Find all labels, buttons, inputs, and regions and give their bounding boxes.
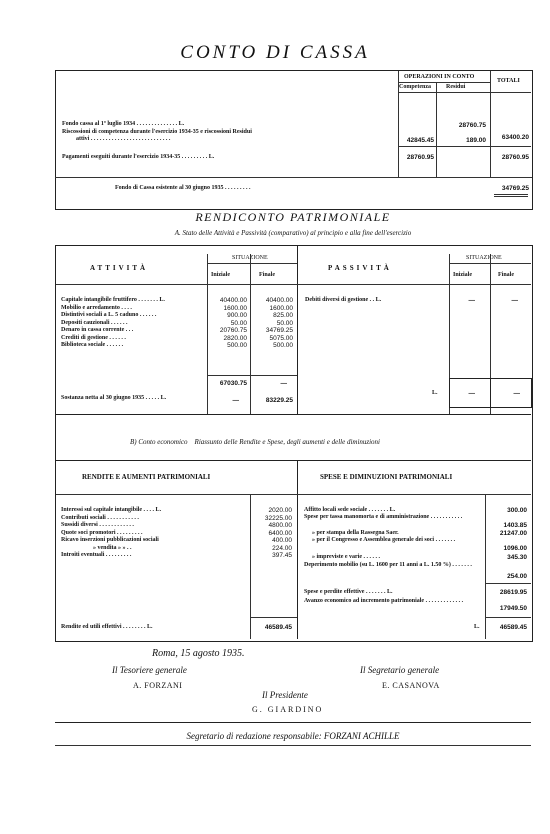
cash-row-fondo-iniziale: Fondo cassa al 1º luglio 1934 . . . . . . . . . . . . . . L.	[62, 121, 185, 127]
finale-header-passivita: Finale	[498, 272, 514, 278]
segretario-name: E. CASANOVA	[382, 681, 440, 690]
presidente-name: G. GIARDINO	[252, 705, 324, 714]
rendite-total: 46589.45	[264, 624, 292, 631]
list-item: Interessi sul capitale intangibile . . . . L.	[61, 507, 162, 513]
cell-value: 50.00	[276, 319, 293, 327]
list-item: Biblioteca sociale . . . . . .	[61, 342, 124, 348]
cell-value: 21247.00	[499, 530, 527, 537]
spese-total: 46589.45	[499, 624, 527, 631]
attivita-total-iniziale: 67030.75	[219, 380, 247, 387]
rendite-total-label: Rendite ed utili effettivi . . . . . . . . L.	[61, 624, 153, 630]
finale-header: Finale	[259, 272, 275, 278]
spese-row: Deperimento mobilio (su L. 1600 per 11 anni a L. 1.50 %) . . . . . . .	[304, 562, 472, 568]
cell-value: 40400.00	[265, 297, 293, 304]
tesoriere-name: A. FORZANI	[133, 681, 183, 690]
totali-header: TOTALI	[497, 78, 520, 84]
passivita-row: Debiti diversi di gestione . . L.	[305, 297, 382, 303]
cell-value: 20760.75	[219, 327, 247, 334]
cell-value: 2820.00	[223, 334, 247, 342]
iniziale-header-passivita: Iniziale	[453, 272, 472, 278]
economico-description: Riassunto delle Rendite e Spese, degli aumenti e delle diminuzioni	[194, 438, 381, 446]
cell-value: 400.00	[272, 537, 292, 544]
cell-value: 500.00	[273, 342, 293, 349]
cell-value: 300.00	[507, 507, 527, 514]
cell-value: 1600.00	[269, 304, 293, 312]
list-item: Quote soci promotori . . . . . . . . .	[61, 529, 143, 536]
cash-value: 42845.45	[406, 137, 434, 144]
attivita-list	[61, 297, 205, 350]
attivita-iniziale-col	[209, 297, 247, 350]
cash-row-fondo-finale: Fondo di Cassa esistente al 30 giugno 1935 . . . . . . . . .	[115, 185, 251, 191]
situazione-header-passivita: SITUAZIONE	[466, 255, 502, 261]
list-item: Crediti di gestione . . . . . .	[61, 334, 126, 341]
cell-value: 34769.25	[265, 327, 293, 334]
cell-value: 900.00	[227, 312, 247, 319]
cell-value: 825.00	[273, 312, 293, 319]
spese-row: Spese per tassa manomorta e di amministrazione . . . . . . . . . . .	[304, 514, 463, 520]
cash-row-pagamenti: Pagamenti eseguiti durante l'esercizio 1934-35 . . . . . . . . . L.	[62, 154, 215, 160]
list-item: Distintivi sociali a L. 5 caduno . . . . . .	[61, 312, 157, 318]
cash-value: 28760.95	[406, 154, 434, 161]
cell-value: 1600.00	[223, 304, 247, 312]
rendite-list	[61, 507, 247, 560]
cell-value: 1403.85	[503, 522, 527, 529]
cell-value: 4800.00	[268, 522, 292, 529]
cash-row-riscossioni: Riscossioni di competenza durante l'esercizio 1934-35 e riscossioni Residui	[62, 129, 252, 135]
rendite-header: RENDITE E AUMENTI PATRIMONIALI	[82, 473, 211, 481]
avanzo-label: Avanzo economico ad incremento patrimoniale . . . . . . . . . . . . .	[304, 598, 464, 604]
spese-total-l: L.	[474, 624, 480, 630]
list-item: Denaro in cassa corrente . . .	[61, 327, 134, 333]
cell-value: 254.00	[507, 573, 527, 580]
competenza-header: Competenza	[399, 84, 431, 90]
cell-value: 345.30	[507, 554, 527, 561]
passivita-iniziale: —	[468, 297, 475, 304]
cell-value: 2020.00	[268, 507, 292, 514]
list-item: Ricavo inserzioni pubblicazioni sociali	[61, 537, 159, 543]
cash-value: 63400.20	[501, 134, 529, 141]
rendiconto-title: RENDICONTO PATRIMONIALE	[195, 210, 391, 224]
rendiconto-subtitle: A. Stato delle Attività e Passività (comparativo) al principio e alla fine dell'esercizio	[174, 229, 412, 237]
footer-text: Segretario di redazione responsabile: FORZANI ACHILLE	[186, 731, 400, 741]
cash-value: 28760.75	[458, 122, 486, 129]
spese-row: » impreviste e varie . . . . . .	[312, 554, 381, 560]
rendite-values	[252, 507, 292, 560]
cash-value: 34769.25	[501, 185, 529, 192]
segretario-title: Il Segretario generale	[360, 665, 440, 675]
situazione-header: SITUAZIONE	[232, 255, 268, 261]
cell-value: 6400.00	[268, 529, 292, 537]
cell-value: 40400.00	[219, 297, 247, 304]
list-item: Introiti eventuali . . . . . . . . .	[61, 552, 132, 558]
avanzo-value: 17949.50	[499, 605, 527, 612]
list-item: Depositi cauzionali . . . . . .	[61, 319, 128, 326]
economico-subtitle	[130, 439, 380, 447]
list-item: Mobilio e arredamento . . . .	[61, 304, 132, 311]
residui-header: Residui	[446, 84, 466, 90]
sostanza-finale: 83229.25	[265, 397, 293, 404]
attivita-finale-col	[253, 297, 293, 350]
passivita-header: PASSIVITÀ	[328, 264, 392, 272]
list-item: Sussidi diversi . . . . . . . . . . . .	[61, 522, 134, 528]
cash-row-riscossioni-2: attivi . . . . . . . . . . . . . . . . . . . . . . . . . . .	[76, 136, 171, 142]
ops-header: OPERAZIONI IN CONTO	[404, 74, 475, 80]
cell-value: 224.00	[272, 544, 292, 552]
tesoriere-title: Il Tesoriere generale	[112, 665, 187, 675]
spese-row: » per il Congresso e Assemblea generale dei soci . . . . . . .	[312, 537, 456, 543]
cell-value: 1096.00	[503, 545, 527, 552]
spese-header: SPESE E DIMINUZIONI PATRIMONIALI	[320, 473, 453, 481]
passivita-total-finale: —	[513, 390, 520, 397]
sostanza-iniziale: —	[232, 397, 239, 404]
cell-value: 397.45	[272, 552, 292, 559]
cash-value: 28760.95	[501, 154, 529, 161]
passivita-total-l: L.	[432, 390, 438, 396]
cell-value: 50.00	[230, 319, 247, 327]
spese-effettive-label: Spese e perdite effettive . . . . . . . L.	[304, 589, 393, 595]
cell-value: 5075.00	[269, 334, 293, 342]
passivita-total-iniziale: —	[468, 390, 475, 397]
place-date: Roma, 15 agosto 1935.	[152, 648, 245, 659]
spese-row: » per stampa della Rassegna Saer.	[312, 530, 399, 536]
attivita-total-finale: —	[280, 380, 287, 387]
attivita-header: ATTIVITÀ	[90, 264, 149, 272]
list-item: Capitale intangibile fruttifero . . . . . . . L.	[61, 297, 165, 303]
page-title: CONTO DI CASSA	[180, 42, 370, 63]
iniziale-header: Iniziale	[211, 272, 230, 278]
presidente-title: Il Presidente	[262, 690, 308, 700]
economico-label: B) Conto economico	[130, 438, 188, 446]
passivita-finale: —	[511, 297, 518, 304]
spese-effettive: 28619.95	[499, 589, 527, 596]
cell-value: 500.00	[227, 342, 247, 349]
spese-row: Affitto locali sede sociale . . . . . . . L.	[304, 507, 396, 513]
list-item: Contributi sociali . . . . . . . . . . .	[61, 514, 139, 521]
sostanza-netta-label: Sostanza netta al 30 giugno 1935 . . . . . L.	[61, 395, 167, 401]
cash-value: 189.00	[466, 137, 486, 144]
list-item: » vendita » » . .	[93, 544, 132, 551]
cell-value: 32225.00	[264, 514, 292, 522]
